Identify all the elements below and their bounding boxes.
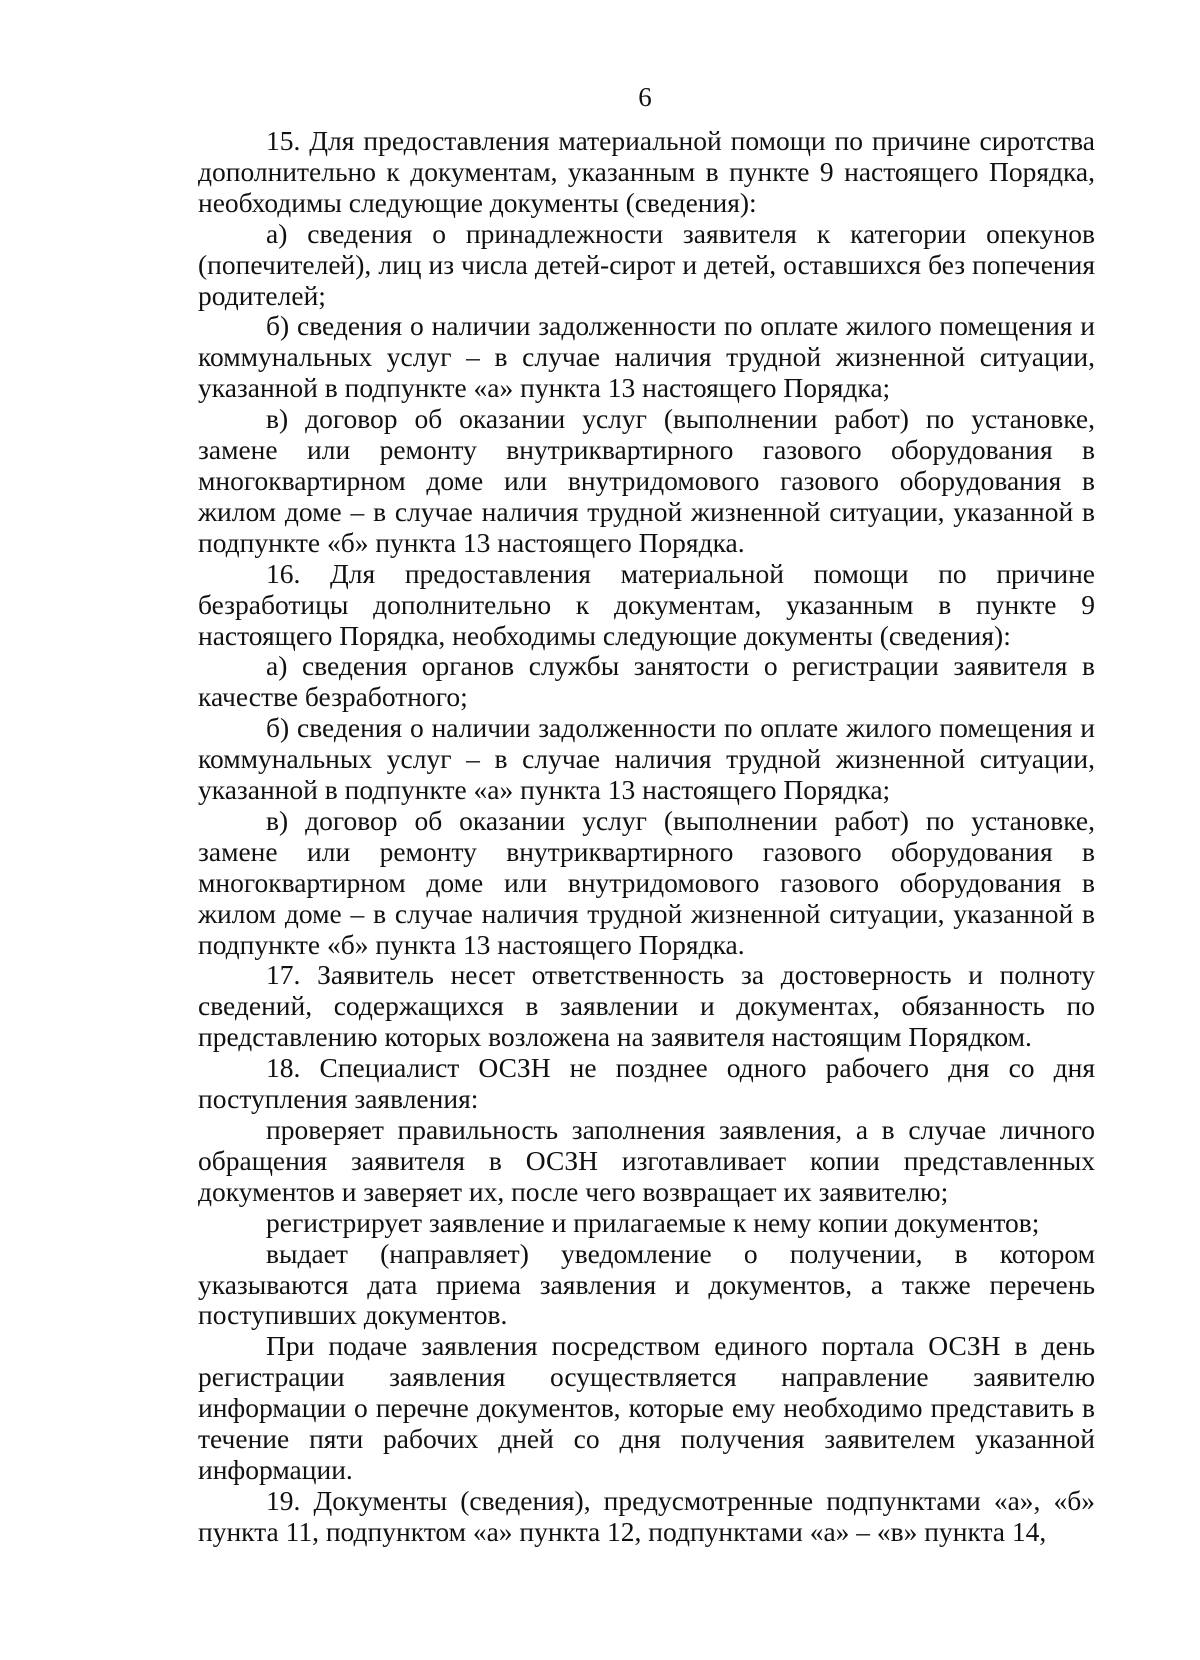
paragraph-16b: б) сведения о наличии задолженности по оплате жилого помещения и коммунальных услуг – в случае наличия трудной жизненной ситуации, указанной в подпункте «а» пункта 13 настоящего Порядка; [198, 712, 1095, 806]
paragraph-18-register: регистрирует заявление и прилагаемые к нему копии документов; [266, 1206, 1040, 1238]
paragraph-18: 18. Специалист ОСЗН не позднее одного рабочего дня со дня поступления заявления: [198, 1052, 1095, 1115]
paragraph-18-portal: При подаче заявления посредством единого портала ОСЗН в день регистрации заявления осуществляется направление заявителю информации о перечне документов, которые ему необходимо представить в течение пяти рабочих дней со дня получения заявителем указанной информации. [198, 1330, 1095, 1485]
paragraph-17: 17. Заявитель несет ответственность за достоверность и полноту сведений, содержащихся в заявлении и документах, обязанность по представлению которых возложена на заявителя настоящим Порядком. [198, 959, 1095, 1053]
paragraph-15b: б) сведения о наличии задолженности по оплате жилого помещения и коммунальных услуг – в случае наличия трудной жизненной ситуации, указанной в подпункте «а» пункта 13 настоящего Порядка; [198, 310, 1095, 404]
paragraph-15a: а) сведения о принадлежности заявителя к категории опекунов (попечителей), лиц из числа детей-сирот и детей, оставшихся без попечения родителей; [198, 217, 1095, 311]
paragraph-16v: в) договор об оказании услуг (выполнении работ) по установке, замене или ремонту внутриквартирного газового оборудования в многоквартирном доме или внутридомового газового оборудования в жилом доме – в случае наличия трудной жизненной ситуации, указанной в подпункте «б» пункта 13 настоящего Порядка. [198, 804, 1095, 960]
page-number: 6 [638, 82, 652, 112]
paragraph-18-check: проверяет правильность заполнения заявления, а в случае личного обращения заявителя в ОСЗН изготавливает копии представленных документов и заверяет их, после чего возвращает их заявителю; [198, 1114, 1095, 1207]
paragraph-19: 19. Документы (сведения), предусмотренные подпунктами «а», «б» пункта 11, подпунктом «а» пункта 12, подпунктами «а» – «в» пункта 14, [198, 1484, 1095, 1547]
document-body [198, 126, 1095, 1548]
paragraph-15v: в) договор об оказании услуг (выполнении работ) по установке, замене или ремонту внутриквартирного газового оборудования в многоквартирном доме или внутридомового газового оборудования в жилом доме – в случае наличия трудной жизненной ситуации, указанной в подпункте «б» пункта 13 настоящего Порядка. [198, 403, 1095, 558]
paragraph-15: 15. Для предоставления материальной помощи по причине сиротства дополнительно к документам, указанным в пункте 9 настоящего Порядка, необходимы следующие документы (сведения): [198, 125, 1095, 218]
paragraph-16a: а) сведения органов службы занятости о регистрации заявителя в качестве безработного; [198, 650, 1095, 713]
paragraph-16: 16. Для предоставления материальной помощи по причине безработицы дополнительно к документам, указанным в пункте 9 настоящего Порядка, необходимы следующие документы (сведения): [198, 557, 1095, 651]
paragraph-18-notify: выдает (направляет) уведомление о получении, в котором указываются дата приема заявления и документов, а также перечень поступивших документов. [198, 1237, 1095, 1331]
